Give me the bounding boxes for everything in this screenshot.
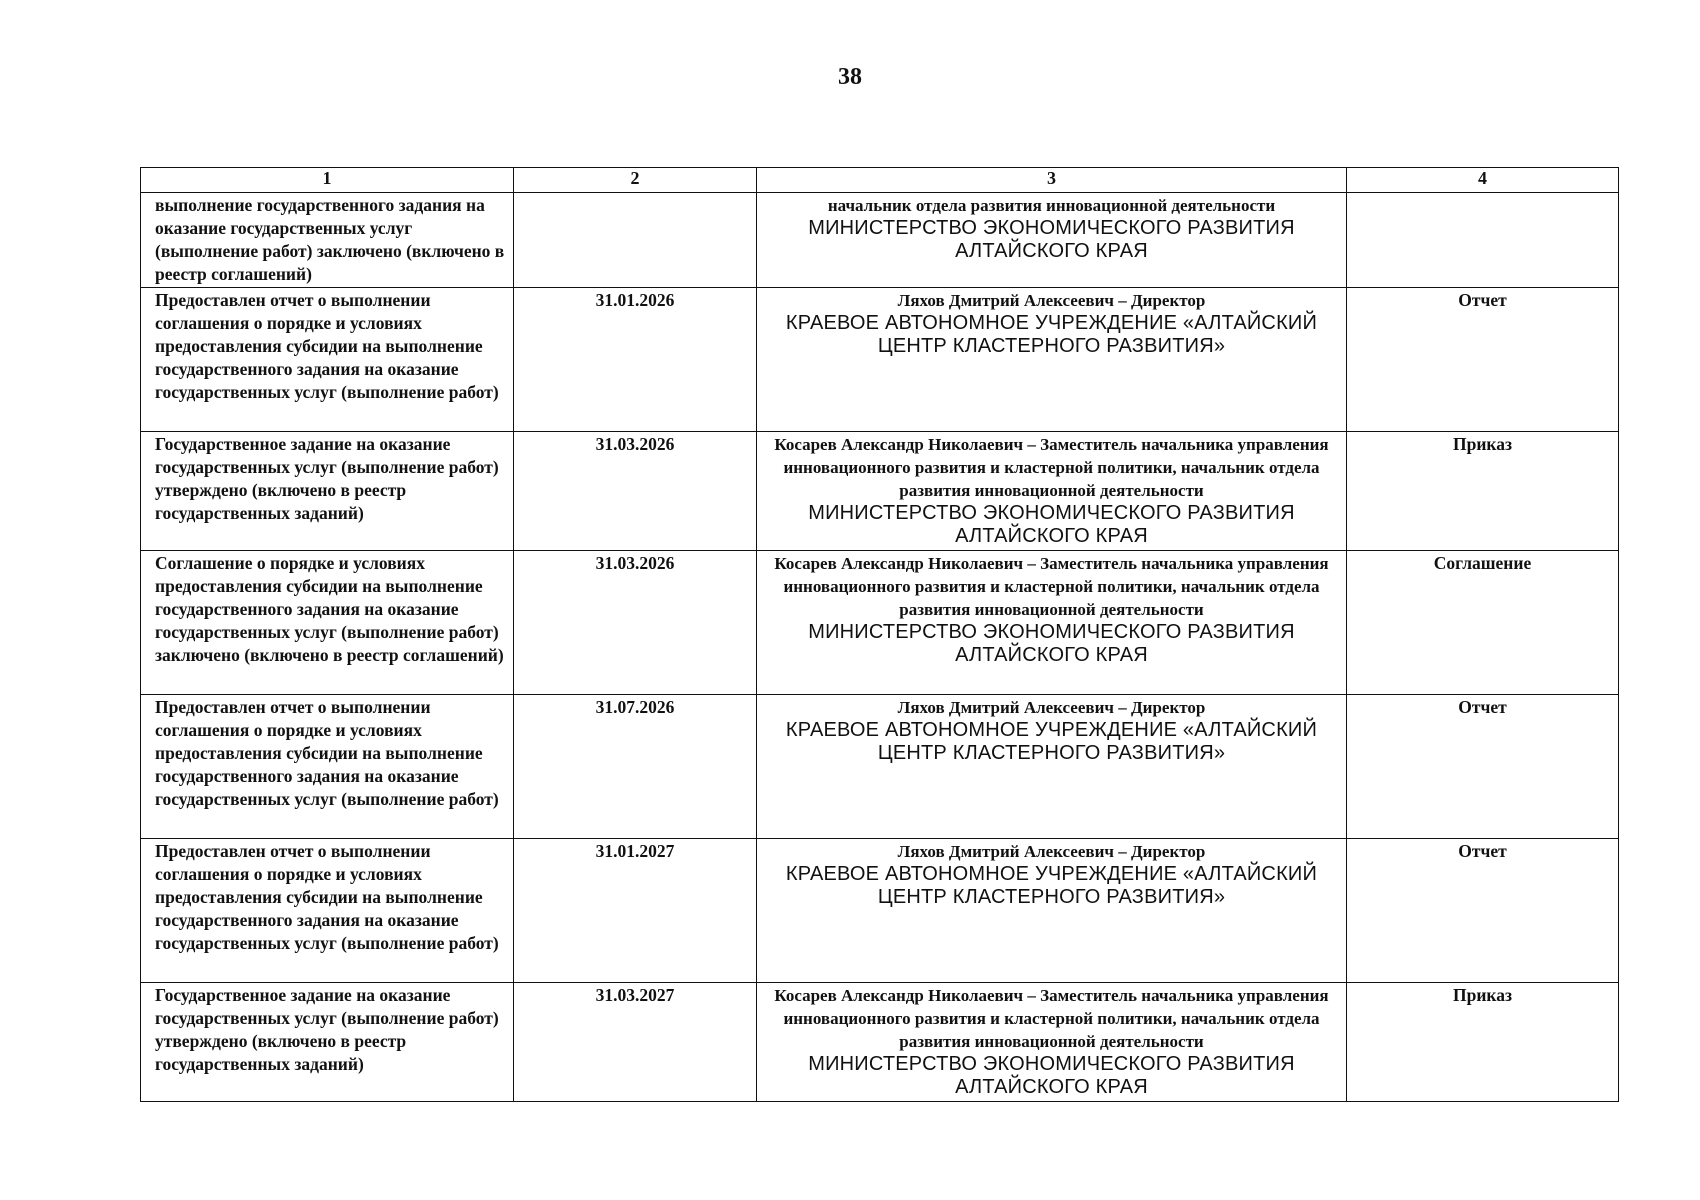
- date-cell: 31.03.2026: [514, 432, 757, 551]
- responsible-person: Косарев Александр Николаевич – Заместитель начальника управления инновационного развития и кластерной политики, начальник отдела развития инновационной деятельности: [774, 554, 1329, 619]
- responsible-organization: КРАЕВОЕ АВТОНОМНОЕ УЧРЕЖДЕНИЕ «АЛТАЙСКИЙ ЦЕНТР КЛАСТЕРНОГО РАЗВИТИЯ»: [785, 863, 1318, 908]
- responsible-organization: МИНИСТЕРСТВО ЭКОНОМИЧЕСКОГО РАЗВИТИЯ АЛТАЙСКОГО КРАЯ: [808, 621, 1295, 666]
- date-cell: 31.01.2026: [514, 288, 757, 432]
- responsible-person: Ляхов Дмитрий Алексеевич – Директор: [897, 842, 1206, 861]
- responsible-organization: КРАЕВОЕ АВТОНОМНОЕ УЧРЕЖДЕНИЕ «АЛТАЙСКИЙ ЦЕНТР КЛАСТЕРНОГО РАЗВИТИЯ»: [785, 312, 1318, 357]
- responsible-cell: [757, 839, 1347, 983]
- column-header-4: 4: [1347, 168, 1619, 193]
- responsible-cell: [757, 695, 1347, 839]
- date-cell: 31.03.2027: [514, 983, 757, 1102]
- table-header: [141, 168, 1619, 193]
- column-header-1: 1: [141, 168, 514, 193]
- document-type-cell: Отчет: [1347, 288, 1619, 432]
- column-header-3: 3: [757, 168, 1347, 193]
- responsible-cell: [757, 288, 1347, 432]
- event-cell: Государственное задание на оказание государственных услуг (выполнение работ) утверждено (включено в реестр государственных заданий): [141, 432, 514, 551]
- responsible-person: Ляхов Дмитрий Алексеевич – Директор: [897, 291, 1206, 310]
- responsible-cell: [757, 193, 1347, 288]
- responsible-person: Косарев Александр Николаевич – Заместитель начальника управления инновационного развития и кластерной политики, начальник отдела развития инновационной деятельности: [774, 986, 1329, 1051]
- event-cell: выполнение государственного задания на оказание государственных услуг (выполнение работ) заключено (включено в реестр соглашений): [141, 193, 514, 288]
- column-header-2: 2: [514, 168, 757, 193]
- date-cell: 31.01.2027: [514, 839, 757, 983]
- event-cell: Предоставлен отчет о выполнении соглашения о порядке и условиях предоставления субсидии на выполнение государственного задания на оказание государственных услуг (выполнение работ): [141, 839, 514, 983]
- document-type-cell: Приказ: [1347, 983, 1619, 1102]
- responsible-person: Ляхов Дмитрий Алексеевич – Директор: [897, 698, 1206, 717]
- table-row: [141, 193, 1619, 288]
- responsible-cell: [757, 551, 1347, 695]
- date-cell: 31.03.2026: [514, 551, 757, 695]
- responsible-organization: МИНИСТЕРСТВО ЭКОНОМИЧЕСКОГО РАЗВИТИЯ АЛТАЙСКОГО КРАЯ: [808, 217, 1295, 262]
- date-cell: 31.07.2026: [514, 695, 757, 839]
- document-type-cell: [1347, 193, 1619, 288]
- responsible-cell: [757, 983, 1347, 1102]
- header-row: [141, 168, 1619, 193]
- event-cell: Предоставлен отчет о выполнении соглашения о порядке и условиях предоставления субсидии на выполнение государственного задания на оказание государственных услуг (выполнение работ): [141, 695, 514, 839]
- responsible-organization: МИНИСТЕРСТВО ЭКОНОМИЧЕСКОГО РАЗВИТИЯ АЛТАЙСКОГО КРАЯ: [808, 502, 1295, 547]
- event-cell: Государственное задание на оказание государственных услуг (выполнение работ) утверждено (включено в реестр государственных заданий): [141, 983, 514, 1102]
- responsible-person: начальник отдела развития инновационной деятельности: [827, 196, 1276, 215]
- document-type-cell: Приказ: [1347, 432, 1619, 551]
- table-row: [141, 839, 1619, 983]
- table-row: [141, 288, 1619, 432]
- table-body: [141, 193, 1619, 1102]
- event-cell: Соглашение о порядке и условиях предоставления субсидии на выполнение государственного задания на оказание государственных услуг (выполнение работ) заключено (включено в реестр соглашений): [141, 551, 514, 695]
- event-cell: Предоставлен отчет о выполнении соглашения о порядке и условиях предоставления субсидии на выполнение государственного задания на оказание государственных услуг (выполнение работ): [141, 288, 514, 432]
- document-type-cell: Отчет: [1347, 695, 1619, 839]
- responsible-organization: МИНИСТЕРСТВО ЭКОНОМИЧЕСКОГО РАЗВИТИЯ АЛТАЙСКОГО КРАЯ: [808, 1053, 1295, 1098]
- table-row: [141, 551, 1619, 695]
- document-type-cell: Соглашение: [1347, 551, 1619, 695]
- page-number: 38: [838, 64, 862, 90]
- table-row: [141, 695, 1619, 839]
- responsible-cell: [757, 432, 1347, 551]
- table-row: [141, 983, 1619, 1102]
- table-row: [141, 432, 1619, 551]
- document-type-cell: Отчет: [1347, 839, 1619, 983]
- responsible-person: Косарев Александр Николаевич – Заместитель начальника управления инновационного развития и кластерной политики, начальник отдела развития инновационной деятельности: [774, 435, 1329, 500]
- date-cell: [514, 193, 757, 288]
- responsible-organization: КРАЕВОЕ АВТОНОМНОЕ УЧРЕЖДЕНИЕ «АЛТАЙСКИЙ ЦЕНТР КЛАСТЕРНОГО РАЗВИТИЯ»: [785, 719, 1318, 764]
- schedule-table: [140, 167, 1619, 1102]
